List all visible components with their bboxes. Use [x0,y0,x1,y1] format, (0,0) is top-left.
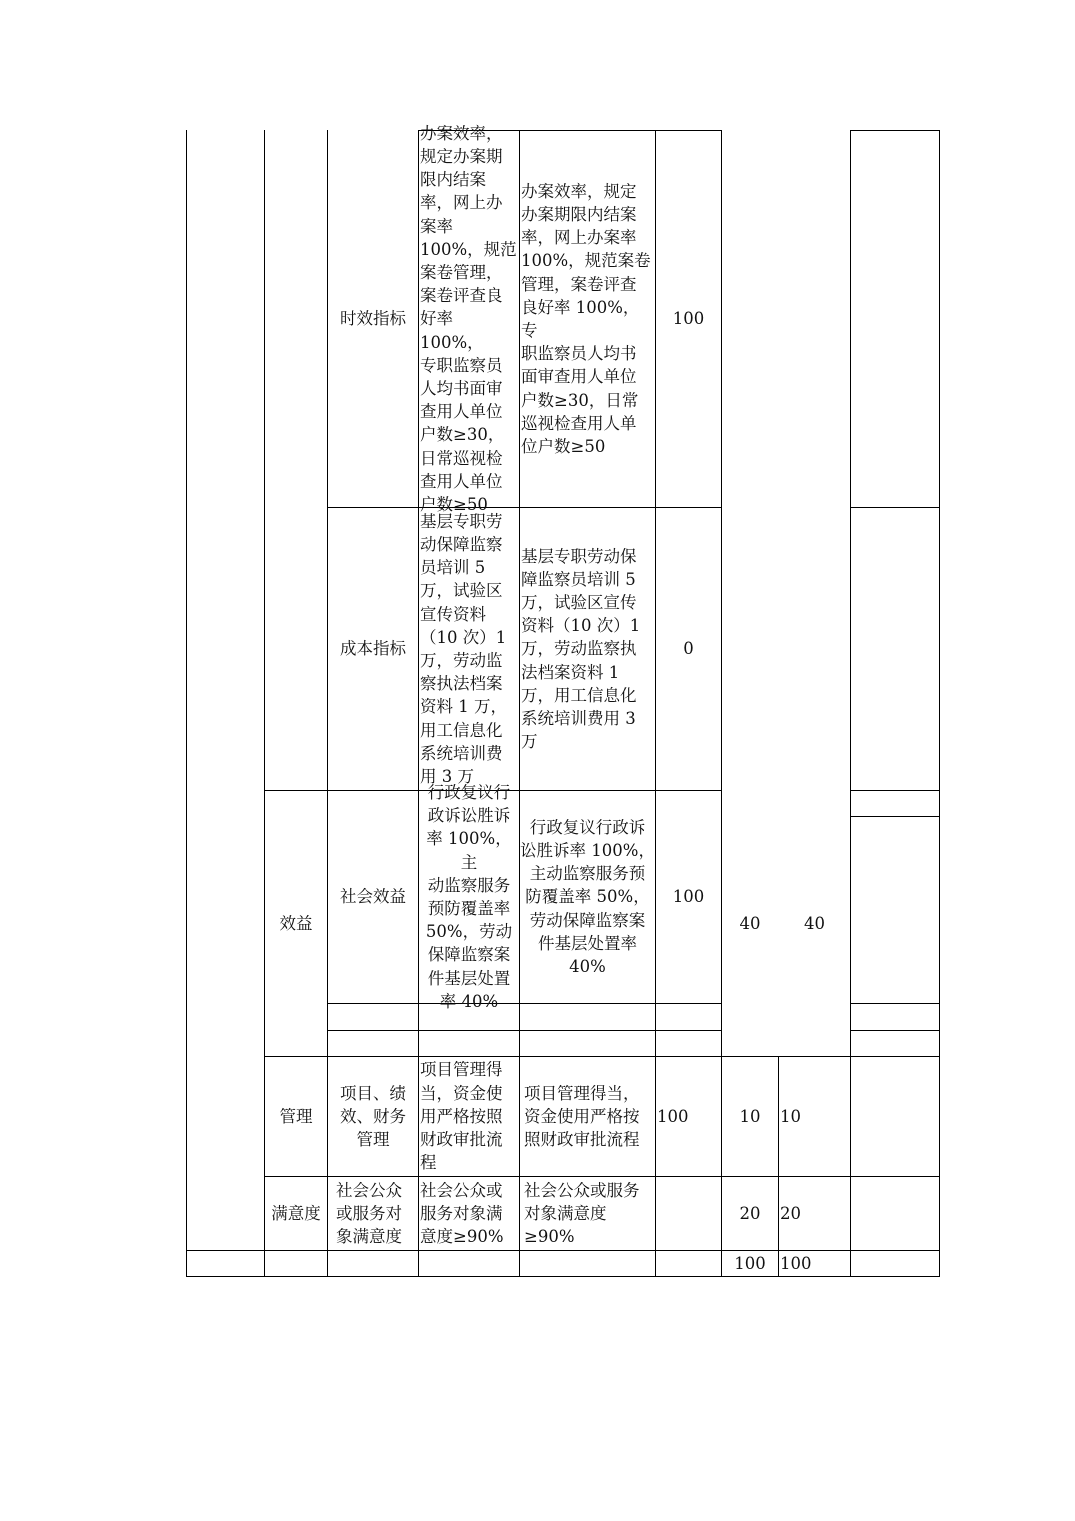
grid-line [850,1030,940,1031]
grid-line [519,130,520,1277]
actual-cell-management: 项目管理得当， 资金使用严格按 照财政审批流程 [524,1083,640,1150]
actual-cell-satisfaction: 社会公众或服务 对象满意度≥90% [524,1180,640,1247]
completion-cell-timeliness: 100 [672,309,705,329]
score-cell-management: 10 [780,1106,801,1126]
indicator-cell-cost: 成本指标 [340,639,406,659]
grid-line [850,130,940,131]
category-cell-benefit: 效益 [279,913,313,933]
target-cell-management: 项目管理得 当，资金使 用严格按照 财政审批流 程 [420,1060,503,1173]
target-cell-cost: 基层专职劳 动保障监察 员培训 5 万，试验区 宣传资料 （10 次）1 万，劳动监 察执法档案 资料 1 万， 用工信息化 系统培训费 用 3 万 [420,511,507,787]
completion-cell-management: 100 [657,1106,689,1126]
score-cell-benefit: 40 [804,913,825,933]
grid-line [850,1003,940,1004]
indicator-cell-satisfaction: 社会公众 或服务对 象满意度 [336,1180,402,1247]
actual-cell-benefit: 行政复议行政诉 讼胜诉率 100%， 主动监察服务预 防覆盖率 50%， 劳动保障监察案 件基层处置率 40% [520,817,655,976]
category-cell-satisfaction: 满意度 [271,1203,321,1223]
target-cell-timeliness: 办案效率， 规定办案期 限内结案 率，网上办 案率 100%，规范 案卷管理， 案卷评查良 好率 100%， 专职监察员 人均书面审 查用人单位 户数≥30， 日常巡视检 查用人单位 户数≥50 [420,123,517,515]
indicator-cell-management: 项目、绩 效、财务 管理 [340,1083,406,1150]
score-cell-satisfaction: 20 [780,1203,801,1223]
weight-cell-total: 100 [734,1253,766,1273]
completion-cell-cost: 0 [683,639,694,659]
grid-line [850,130,851,1277]
weight-cell-management: 10 [739,1106,761,1126]
grid-line [850,816,940,817]
grid-line [327,1030,722,1031]
indicator-cell-benefit: 社会效益 [340,887,406,907]
completion-cell-benefit: 100 [672,887,705,907]
completion-cell-satisfaction [656,1177,721,1250]
grid-line [850,790,940,791]
weight-cell-benefit: 40 [739,913,761,933]
grid-line [850,507,940,508]
grid-line [186,130,187,1277]
target-cell-satisfaction: 社会公众或 服务对象满 意度≥90% [420,1180,504,1247]
grid-line [778,1056,779,1277]
grid-line [327,1003,722,1004]
category-cell-management: 管理 [279,1106,313,1126]
grid-line [418,130,419,1277]
indicator-cell-timeliness: 时效指标 [340,309,406,329]
actual-cell-timeliness: 办案效率，规定 办案期限内结案 率，网上办案率 100%，规范案卷 管理，案卷评查 良好率 100%，专 职监察员人均书 面审查用人单位 户数≥30，日常 巡视检查用人单 位户数≥50 [521,181,651,457]
grid-line [186,1276,940,1277]
actual-cell-cost: 基层专职劳动保 障监察员培训 5 万，试验区宣传 资料（10 次）1 万，劳动监察执 法档案资料 1 万，用工信息化 系统培训费用 3 万 [521,546,641,752]
weight-cell-satisfaction: 20 [739,1203,761,1223]
grid-line [939,130,940,1277]
target-cell-benefit: 行政复议行 政诉讼胜诉 率 100%，主 动监察服务 预防覆盖率 50%，劳动 保障监察案 件基层处置 率 40% [425,782,513,1011]
score-cell-total: 100 [780,1253,812,1273]
